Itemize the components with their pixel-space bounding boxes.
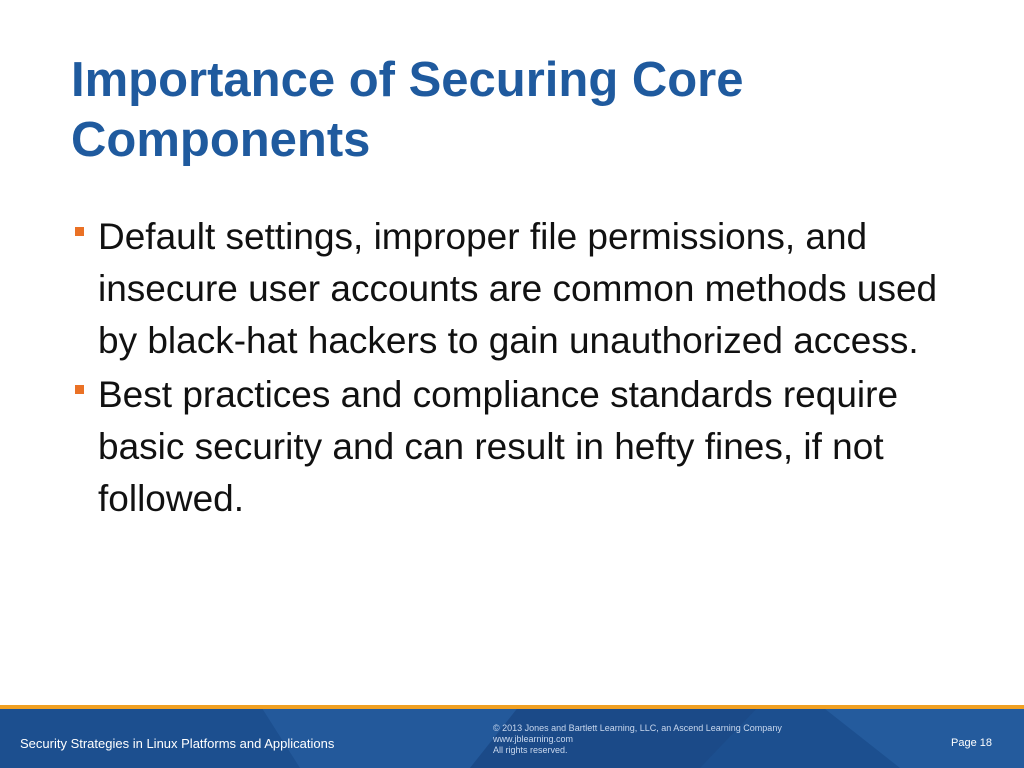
bullet-list: [72, 211, 952, 527]
bullet-text: Default settings, improper file permissions, and insecure user accounts are common methods used by black-hat hackers to gain unauthorized access.: [98, 216, 938, 361]
footer-band: [0, 705, 1024, 768]
course-title: Security Strategies in Linux Platforms and Applications: [20, 736, 335, 751]
square-bullet-icon: [75, 385, 84, 394]
publisher-url: www.jblearning.com: [493, 734, 574, 744]
bullet-item: [72, 369, 952, 525]
square-bullet-icon: [75, 227, 84, 236]
slide-title: Importance of Securing Core Components: [71, 53, 744, 167]
bullet-text: Best practices and compliance standards require basic security and can result in hefty fines, if not followed.: [98, 374, 899, 519]
page-number: Page 18: [951, 737, 992, 749]
copyright-line: © 2013 Jones and Bartlett Learning, LLC, an Ascend Learning Company: [493, 723, 782, 733]
copyright-notice: [493, 723, 782, 756]
rights-line: All rights reserved.: [493, 745, 568, 755]
bullet-item: [72, 211, 952, 367]
